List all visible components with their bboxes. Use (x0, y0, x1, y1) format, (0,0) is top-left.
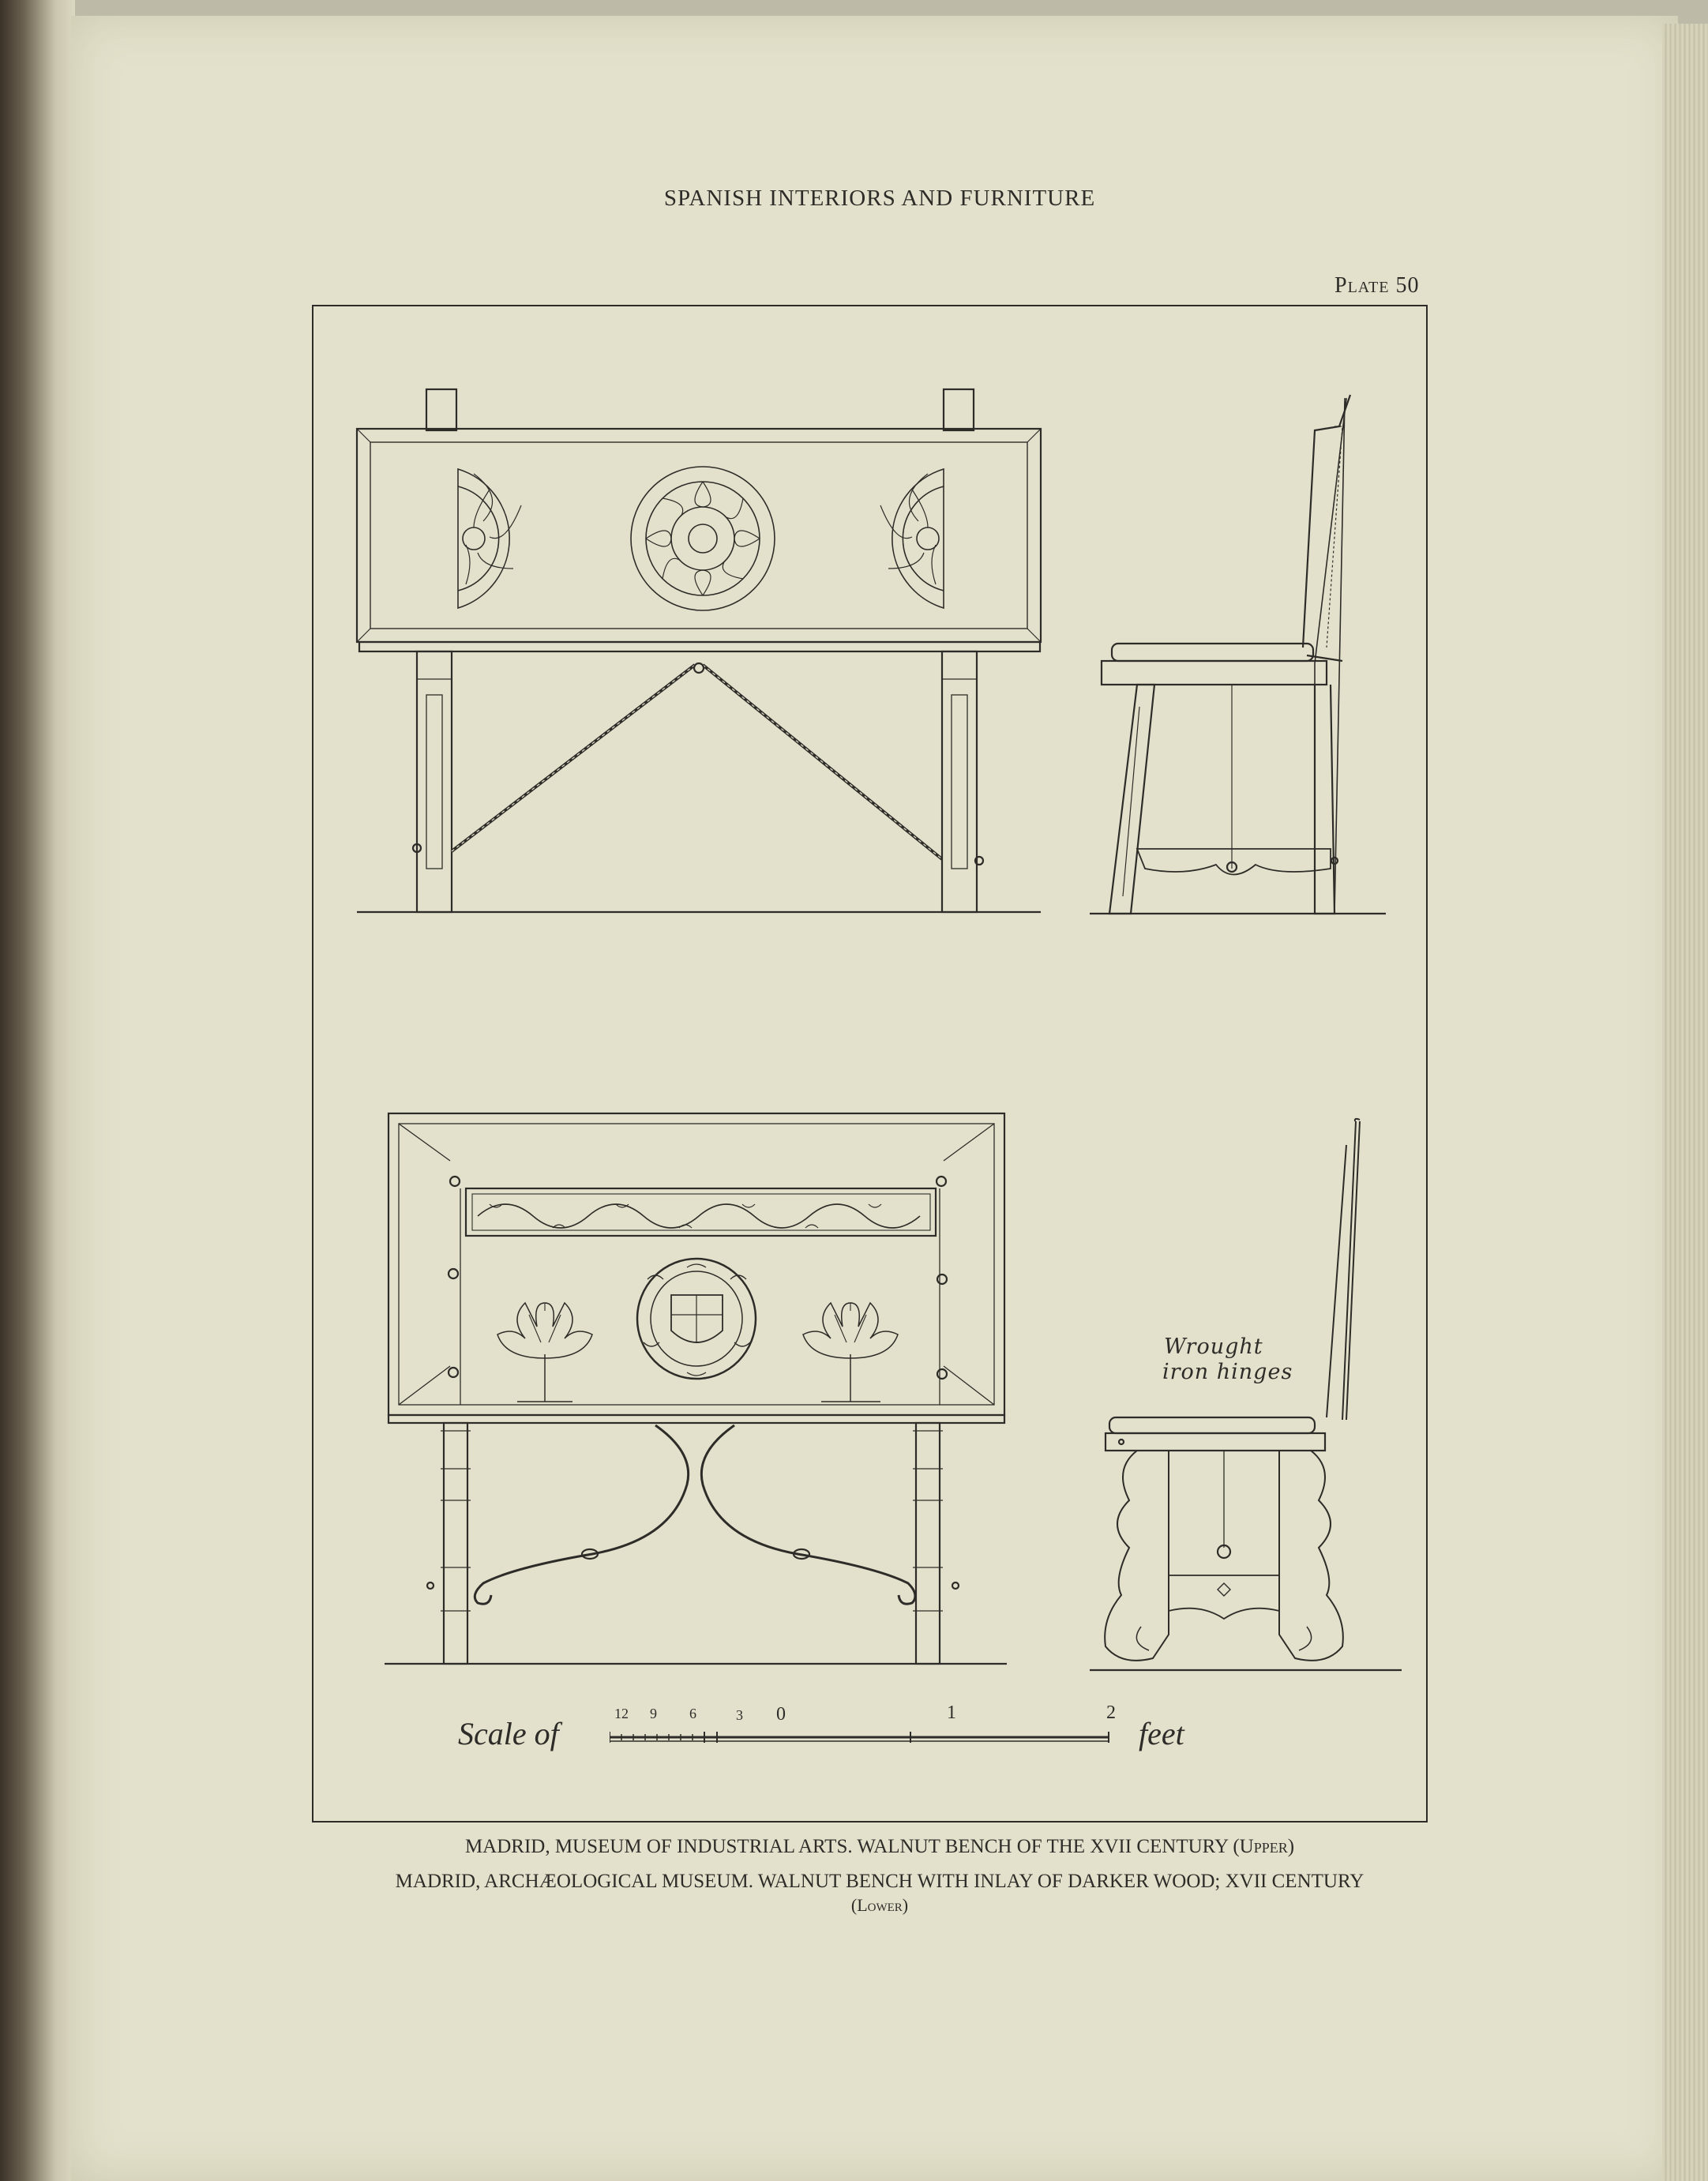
left-half-rosette (458, 469, 521, 608)
scale-tick-9: 9 (650, 1706, 657, 1721)
scale-suffix: feet (1139, 1716, 1184, 1751)
plate-number: Plate 50 (1334, 273, 1420, 298)
scale-tick-3: 3 (736, 1707, 743, 1723)
upper-bench-side-elevation (1090, 395, 1386, 914)
scale-tick-2-feet: 2 (1106, 1702, 1116, 1723)
caption-upper-tag: (Upper) (1233, 1836, 1295, 1857)
right-tree-inlay (803, 1303, 898, 1402)
scale-tick-12: 12 (614, 1706, 629, 1721)
lower-bench-front-elevation (385, 1113, 1007, 1664)
scale-tick-0: 0 (776, 1704, 786, 1725)
annotation-line-1: Wrought (1164, 1335, 1263, 1359)
scale-tick-1-foot: 1 (947, 1702, 956, 1723)
right-half-rosette (880, 469, 944, 608)
coat-of-arms-medallion (637, 1259, 756, 1379)
annotation-line-2: iron hinges (1162, 1360, 1293, 1384)
left-tree-inlay (497, 1303, 592, 1402)
caption-lower-tag: (Lower) (850, 1895, 909, 1915)
scale-prefix: Scale of (458, 1716, 559, 1751)
caption-upper-main: MADRID, MUSEUM OF INDUSTRIAL ARTS. WALNUT BENCH OF THE XVII CENTURY (464, 1836, 1229, 1857)
running-title: SPANISH INTERIORS AND FURNITURE (663, 186, 1096, 211)
center-rosette (631, 467, 775, 610)
scale-ruler (610, 1706, 1115, 1753)
scale-tick-6: 6 (689, 1706, 696, 1721)
caption-upper (0, 1836, 1708, 1858)
lower-bench-side-elevation (1090, 1119, 1402, 1670)
upper-bench-front-elevation (357, 389, 1041, 912)
caption-lower: MADRID, ARCHÆOLOGICAL MUSEUM. WALNUT BENCH WITH INLAY OF DARKER WOOD; XVII CENTURY (395, 1871, 1365, 1892)
scale-bar (450, 1702, 1240, 1769)
